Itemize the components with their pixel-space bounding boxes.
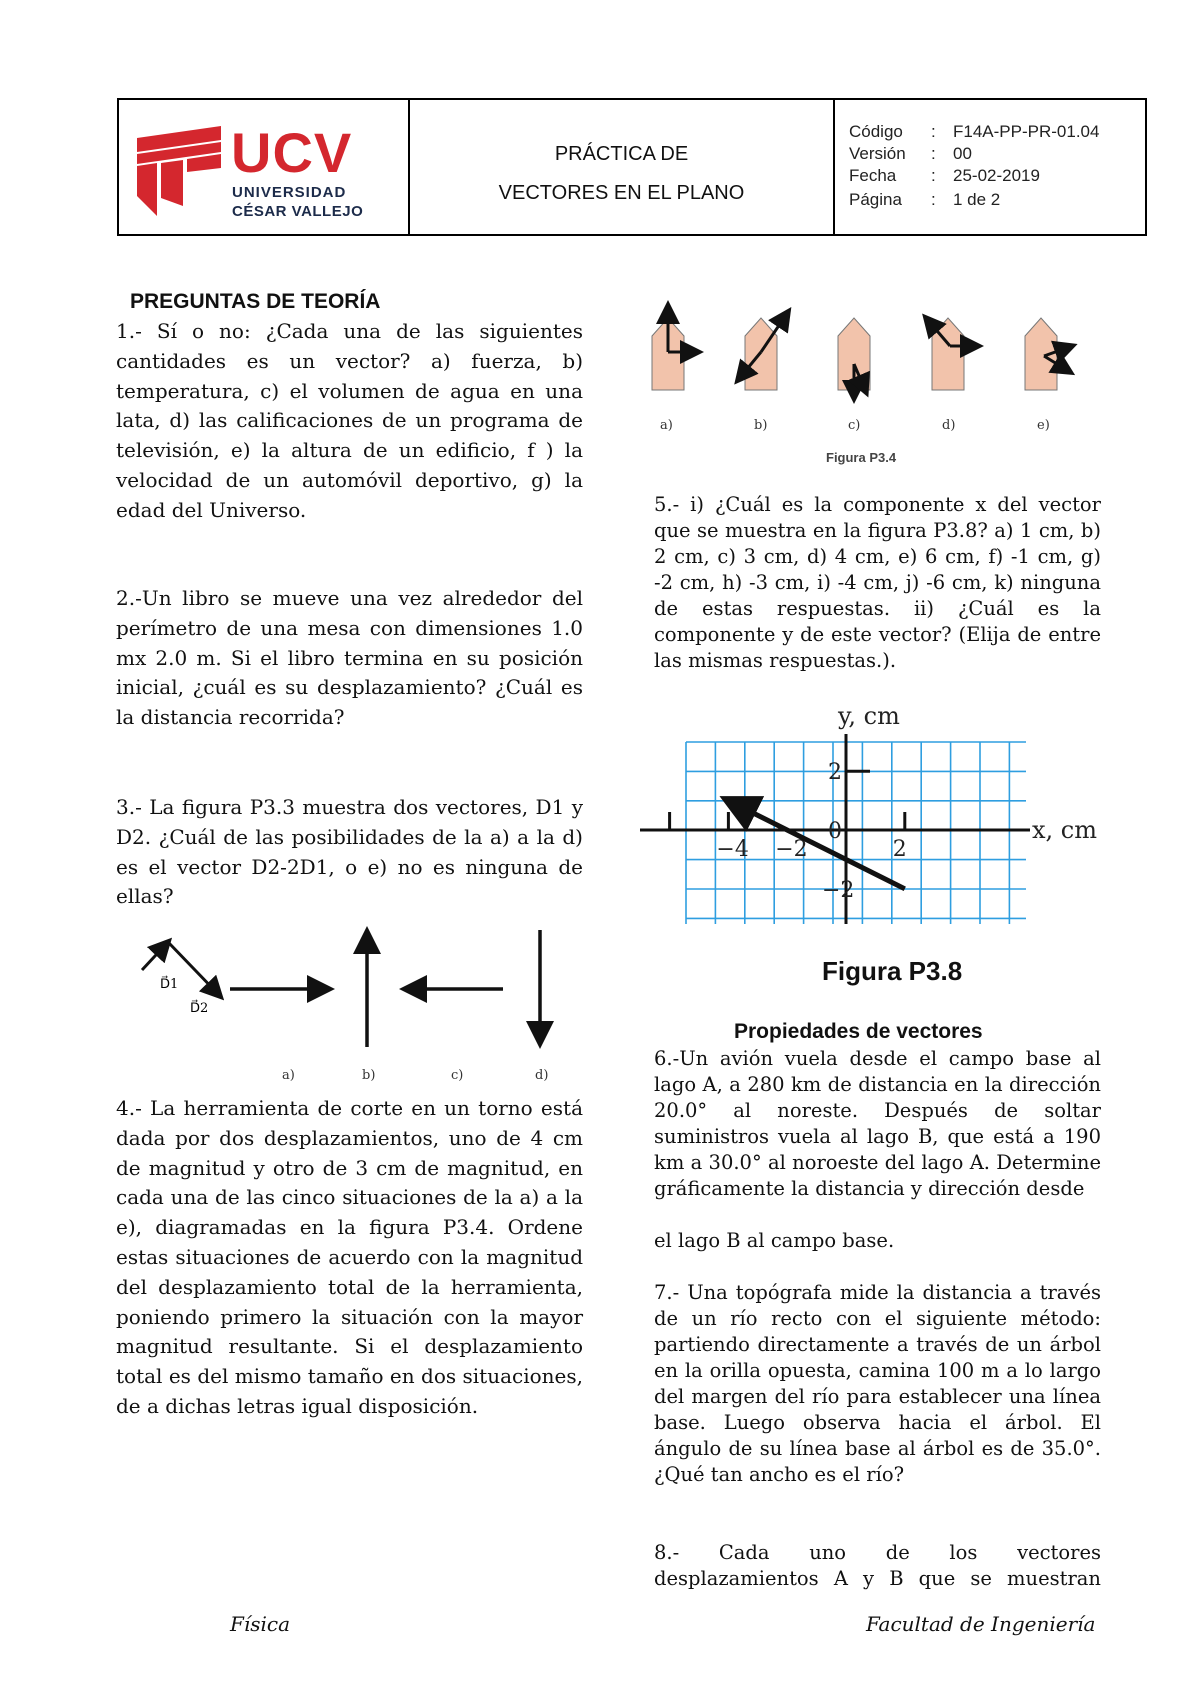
y-tick-label: 0	[828, 819, 842, 844]
meta-label: Fecha	[849, 166, 897, 185]
meta-cell	[835, 100, 1145, 234]
doc-title-line-2: VECTORES EN EL PLANO	[498, 182, 745, 204]
question-2: 2.-Un libro se mueve una vez alrededor del perímetro de una mesa con dimensiones 1.0 mx 2.0 m. Si el libro termina en su posición inicial, ¿cuál es su desplazamiento? ¿Cuál es la distancia recorrida?	[116, 586, 583, 730]
meta-value: F14A-PP-PR-01.04	[953, 122, 1100, 141]
grid-background	[686, 742, 1026, 924]
meta-label: Código	[849, 122, 903, 141]
footer-course: Física	[230, 1612, 291, 1636]
y-tick-label: 2	[828, 760, 842, 786]
footer-faculty: Facultad de Ingeniería	[866, 1612, 1096, 1636]
label-d2: D⃗2	[190, 1001, 209, 1016]
option-a-label: a)	[282, 1068, 295, 1083]
x-tick-label: −2	[775, 837, 808, 862]
option-d-label: d)	[535, 1068, 549, 1083]
question-6: 6.-Un avión vuela desde el campo base al lago A, a 280 km de distancia en la dirección 20.0° al noreste. Después de soltar suministros vuela al lago B, que está a 190 km a 30.0° al noroeste del lago A. Determine gráficamente la distancia y dirección desde	[654, 1047, 1101, 1200]
meta-value: 25-02-2019	[953, 166, 1040, 185]
document-header	[117, 98, 1147, 236]
logo-line-1: UNIVERSIDAD	[232, 184, 347, 201]
meta-sep: :	[931, 122, 936, 141]
fig34-caption: Figura P3.4	[826, 450, 897, 465]
logo-cell	[119, 100, 410, 234]
meta-sep: :	[931, 144, 936, 163]
fig34-option-d: d)	[942, 418, 956, 433]
meta-value: 00	[953, 144, 972, 163]
vector-d1	[142, 942, 168, 970]
logo-line-2: CÉSAR VALLEJO	[232, 203, 364, 220]
fig34-option-c: c)	[848, 418, 861, 433]
y-axis-label: y, cm	[838, 702, 900, 730]
section-title-theory: PREGUNTAS DE TEORÍA	[130, 290, 381, 313]
question-4: 4.- La herramienta de corte en un torno está dada por dos desplazamientos, uno de 4 cm de magnitud y otro de 3 cm de magnitud, en cada una de las cinco situaciones de la a) a la e), diagramadas en la figura P3.4. Ordene estas situaciones de acuerdo con la magnitud del desplazamiento total de la herramienta, poniendo primero la situación con la mayor magnitud resultante. Si el desplazamiento total es del mismo tamaño en dos situaciones, de a dichas letras igual disposición.	[116, 1096, 583, 1418]
figure-p3-3	[130, 920, 570, 1090]
question-3: 3.- La figura P3.3 muestra dos vectores, D1 y D2. ¿Cuál de las posibilidades de la a) a la d) es el vector D2-2D1, o e) no es ninguna de ellas?	[116, 795, 583, 909]
section-title-properties: Propiedades de vectores	[734, 1020, 983, 1043]
fig34-option-b: b)	[754, 418, 768, 433]
fig38-caption: Figura P3.8	[822, 956, 963, 986]
question-1: 1.- Sí o no: ¿Cada una de las siguientes cantidades es un vector? a) fuerza, b) temperatura, c) el volumen de agua en una lata, d) las calificaciones de un programa de televisión, e) la altura de un edificio, f ) la velocidad de un automóvil deportivo, g) la edad del Universo.	[116, 319, 583, 522]
meta-label: Versión	[849, 144, 906, 163]
figure-p3-8-chart	[640, 698, 1130, 948]
y-tick-label: −2	[822, 877, 855, 903]
meta-value: 1 de 2	[953, 190, 1001, 209]
question-5: 5.- i) ¿Cuál es la componente x del vector que se muestra en la figura P3.8? a) 1 cm, b) 2 cm, c) 3 cm, d) 4 cm, e) 6 cm, f) -1 cm, g) -2 cm, h) -3 cm, i) -4 cm, j) -6 cm, k) ninguna de estas respuestas. ii) ¿Cuál es la componente y de este vector? (Elija de entre las mismas respuestas.).	[654, 493, 1101, 672]
x-axis-label: x, cm	[1032, 816, 1097, 844]
logo-wordmark: UCV	[231, 121, 353, 184]
question-7: 7.- Una topógrafa mide la distancia a través de un río recto con el siguiente método: partiendo directamente a través de un árbol en la orilla opuesta, camina 100 m a lo largo del margen del río para establecer una línea base. Luego observa hacia el árbol. El ángulo de su línea base al árbol es de 35.0°. ¿Qué tan ancho es el río?	[654, 1281, 1101, 1486]
title-cell	[410, 100, 835, 234]
question-6-last-line: el lago B al campo base.	[654, 1229, 895, 1252]
fig34-option-a: a)	[660, 418, 673, 433]
label-d1: D⃗1	[160, 977, 179, 992]
x-tick-label: −4	[716, 837, 749, 862]
figure-p3-4	[640, 296, 1100, 476]
meta-label: Página	[849, 190, 902, 209]
option-c-label: c)	[451, 1068, 464, 1083]
option-b-label: b)	[362, 1068, 376, 1083]
question-8: 8.- Cada uno de los vectores desplazamientos A y B que se muestran	[654, 1541, 1101, 1590]
ucv-logo-emblem	[133, 126, 225, 218]
doc-title-line-1: PRÁCTICA DE	[554, 143, 689, 165]
fig34-option-e: e)	[1037, 418, 1050, 433]
chart-grid	[686, 742, 1026, 924]
meta-sep: :	[931, 190, 936, 209]
meta-sep: :	[931, 166, 936, 185]
x-tick-label: 2	[892, 837, 907, 862]
